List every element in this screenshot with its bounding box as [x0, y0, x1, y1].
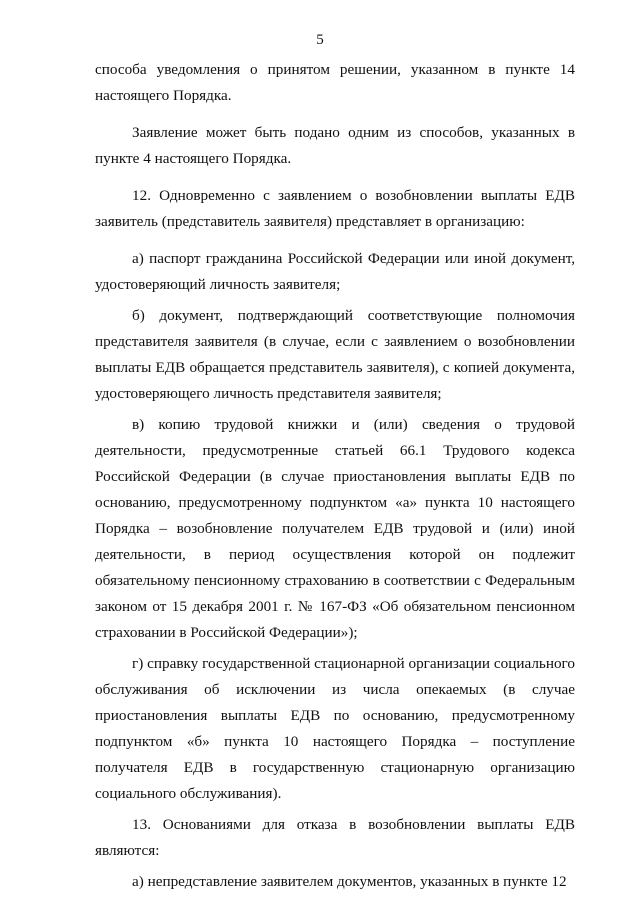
page-number: 5	[316, 32, 324, 48]
paragraph-clause-13-a: а) непредставление заявителем документов, указанных в пункте 12	[132, 873, 567, 890]
paragraph-submission-methods: Заявление может быть подано одним из способов, указанных в пункте 4 настоящего Порядка.	[95, 124, 575, 167]
document-body	[95, 57, 575, 906]
paragraph-clause-12-g: г) справку государственной стационарной организации социального обслуживания об исключении из числа опекаемых (в случае приостановления выплаты ЕДВ по основанию, предусмотренному подпунктом «б» пункта 10 настоящего Порядка – поступление получателя ЕДВ в государственную стационарную организацию социального обслуживания).	[95, 655, 575, 802]
paragraph-clause-12-v: в) копию трудовой книжки и (или) сведения о трудовой деятельности, предусмотренные статьей 66.1 Трудового кодекса Российской Федерации (в случае приостановления выплаты ЕДВ по основанию, предусмотренному подпунктом «а» пункта 10 настоящего Порядка – возобновление получателем ЕДВ трудовой и (или) иной деятельности, в период осуществления которой он подлежит обязательному пенсионному страхованию в соответствии с Федеральным законом от 15 декабря 2001 г. № 167-ФЗ «Об обязательном пенсионном страховании в Российской Федерации»);	[95, 416, 575, 641]
paragraph-clause-12-a: а) паспорт гражданина Российской Федерации или иной документ, удостоверяющий личность заявителя;	[95, 250, 575, 293]
paragraph-clause-12-b: б) документ, подтверждающий соответствующие полномочия представителя заявителя (в случае, если с заявлением о возобновлении выплаты ЕДВ обращается представитель заявителя), с копией документа, удостоверяющего личность представителя заявителя;	[95, 307, 575, 402]
paragraph-clause-12: 12. Одновременно с заявлением о возобновлении выплаты ЕДВ заявитель (представитель заявителя) представляет в организацию:	[95, 187, 575, 230]
paragraph-continuation: способа уведомления о принятом решении, указанном в пункте 14 настоящего Порядка.	[95, 61, 575, 104]
paragraph-clause-13: 13. Основаниями для отказа в возобновлении выплаты ЕДВ являются:	[95, 816, 575, 859]
